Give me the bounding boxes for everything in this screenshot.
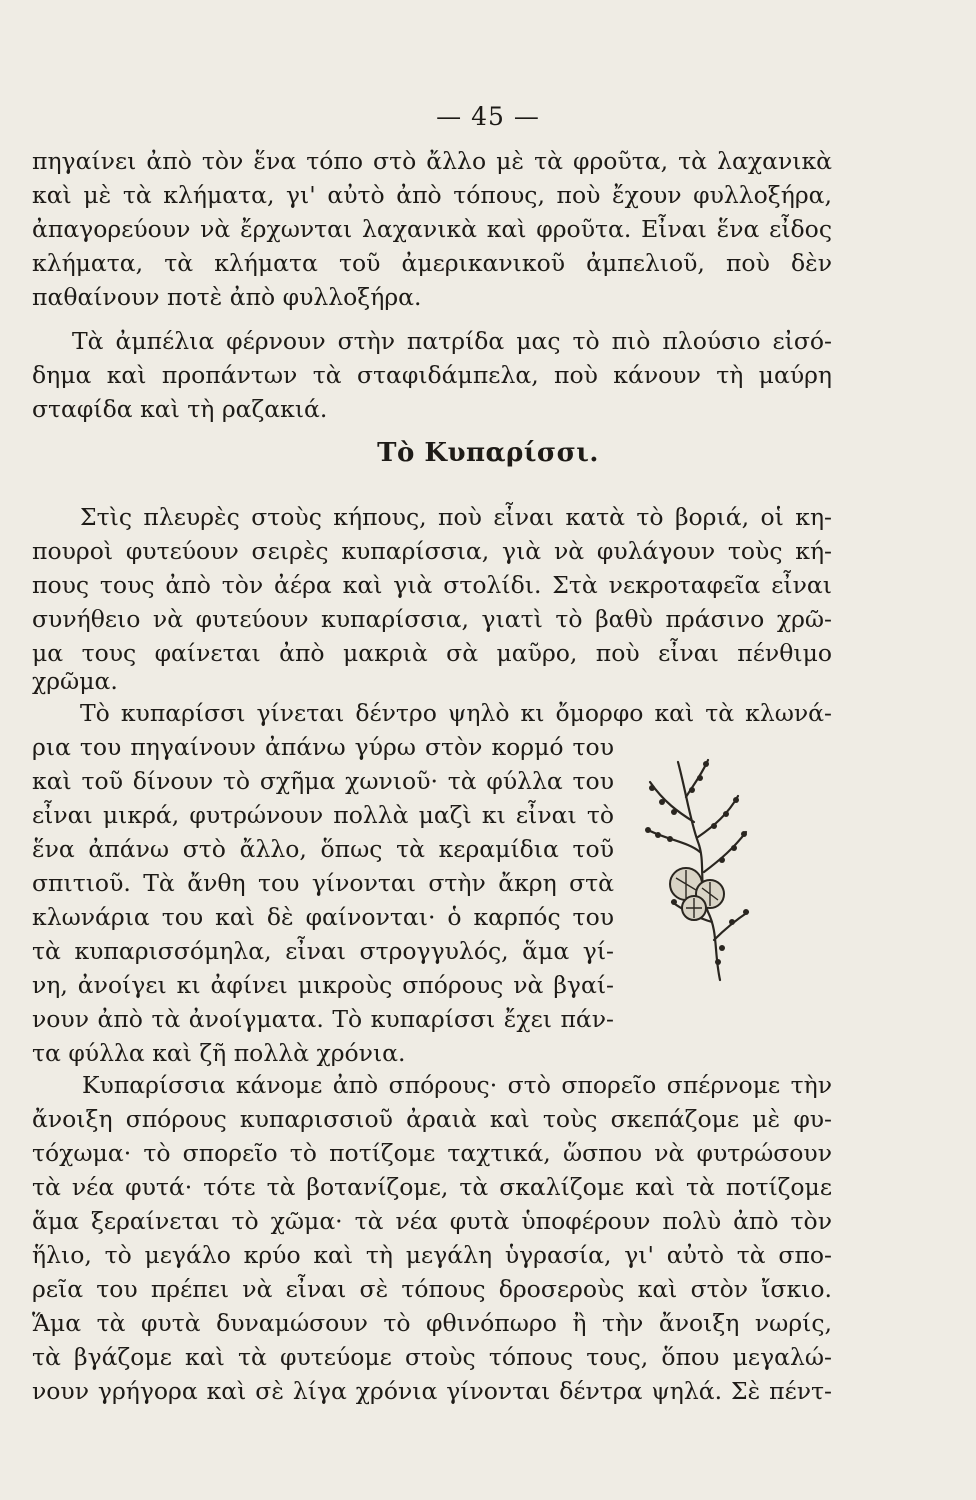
text-line: κλήματα, τὰ κλήματα τοῦ ἀμερικανικοῦ ἀμπελιοῦ, ποὺ δὲν bbox=[32, 249, 832, 277]
text-line: δημα καὶ προπάντων τὰ σταφιδάμπελα, ποὺ κάνουν τὴ μαύρη bbox=[32, 361, 832, 389]
text-line: ἄνοιξη σπόρους κυπαρισσιοῦ ἀραιὰ καὶ τοὺς σκεπάζομε μὲ φυ- bbox=[32, 1105, 832, 1133]
text-line: ἀπαγορεύουν νὰ ἔρχωνται λαχανικὰ καὶ φροῦτα. Εἶναι ἕνα εἶδος bbox=[32, 215, 832, 243]
text-line: χρῶμα. bbox=[32, 667, 118, 695]
text-line: σπιτιοῦ. Τὰ ἄνθη του γίνονται στὴν ἄκρη στὰ bbox=[32, 869, 614, 897]
page-number: — 45 — bbox=[436, 102, 540, 131]
text-line: ἥλιο, τὸ μεγάλο κρύο καὶ τὴ μεγάλη ὑγρασία, γι' αὐτὸ τὰ σπο- bbox=[32, 1241, 832, 1269]
text-line: τὰ κυπαρισσόμηλα, εἶναι στρογγυλός, ἅμα γί- bbox=[32, 937, 614, 965]
text-line: πουροὶ φυτεύουν σειρὲς κυπαρίσσια, γιὰ νὰ φυλάγουν τοὺς κή- bbox=[32, 537, 832, 565]
text-line: πηγαίνει ἀπὸ τὸν ἕνα τόπο στὸ ἄλλο μὲ τὰ φροῦτα, τὰ λαχανικὰ bbox=[32, 147, 832, 175]
text-line: Στὶς πλευρὲς στοὺς κήπους, ποὺ εἶναι κατὰ τὸ βοριά, οἱ κη- bbox=[80, 503, 832, 531]
text-line: Κυπαρίσσια κάνομε ἀπὸ σπόρους· στὸ σπορεῖο σπέρνομε τὴν bbox=[82, 1071, 832, 1099]
text-line: ρεῖα του πρέπει νὰ εἶναι σὲ τόπους δροσεροὺς καὶ στὸν ἴσκιο. bbox=[32, 1275, 832, 1303]
text-line: ἕνα ἀπάνω στὸ ἄλλο, ὅπως τὰ κεραμίδια τοῦ bbox=[32, 835, 614, 863]
text-line: νουν ἀπὸ τὰ ἀνοίγματα. Τὸ κυπαρίσσι ἔχει πάν- bbox=[32, 1005, 614, 1033]
text-line: ρια του πηγαίνουν ἀπάνω γύρω στὸν κορμό του bbox=[32, 733, 614, 761]
text-line: Τὰ ἀμπέλια φέρνουν στὴν πατρίδα μας τὸ πιὸ πλούσιο εἰσό- bbox=[72, 327, 832, 355]
text-line: σταφίδα καὶ τὴ ραζακιά. bbox=[32, 395, 328, 423]
text-line: καὶ μὲ τὰ κλήματα, γι' αὐτὸ ἀπὸ τόπους, ποὺ ἔχουν φυλλοξήρα, bbox=[32, 181, 832, 209]
text-line: πους τους ἀπὸ τὸν ἀέρα καὶ γιὰ στολίδι. Στὰ νεκροταφεῖα εἶναι bbox=[32, 571, 832, 599]
text-line: νουν γρήγορα καὶ σὲ λίγα χρόνια γίνονται δέντρα ψηλά. Σὲ πέντ- bbox=[32, 1377, 832, 1405]
text-line: τὰ βγάζομε καὶ τὰ φυτεύομε στοὺς τόπους τους, ὅπου μεγαλώ- bbox=[32, 1343, 832, 1371]
text-line: τα φύλλα καὶ ζῆ πολλὰ χρόνια. bbox=[32, 1039, 406, 1067]
text-line: νη, ἀνοίγει κι ἀφίνει μικροὺς σπόρους νὰ βγαί- bbox=[32, 971, 614, 999]
text-line: κλωνάρια του καὶ δὲ φαίνονται· ὁ καρπός του bbox=[32, 903, 614, 931]
text-line: μα τους φαίνεται ἀπὸ μακριὰ σὰ μαῦρο, ποὺ εἶναι πένθιμο bbox=[32, 639, 832, 667]
text-line: Ἅμα τὰ φυτὰ δυναμώσουν τὸ φθινόπωρο ἢ τὴν ἄνοιξη νωρίς, bbox=[32, 1309, 832, 1337]
cypress-branch-illustration bbox=[628, 752, 758, 982]
text-line: τὰ νέα φυτά· τότε τὰ βοτανίζομε, τὰ σκαλίζομε καὶ τὰ ποτίζομε bbox=[32, 1173, 832, 1201]
text-line: Τὸ κυπαρίσσι γίνεται δέντρο ψηλὸ κι ὄμορφο καὶ τὰ κλωνά- bbox=[80, 699, 832, 727]
text-line: ἅμα ξεραίνεται τὸ χῶμα· τὰ νέα φυτὰ ὑποφέρουν πολὺ ἀπὸ τὸν bbox=[32, 1207, 832, 1235]
text-line: καὶ τοῦ δίνουν τὸ σχῆμα χωνιοῦ· τὰ φύλλα του bbox=[32, 767, 614, 795]
text-line: συνήθειο νὰ φυτεύουν κυπαρίσσια, γιατὶ τὸ βαθὺ πράσινο χρῶ- bbox=[32, 605, 832, 633]
text-line: εἶναι μικρά, φυτρώνουν πολλὰ μαζὶ κι εἶναι τὸ bbox=[32, 801, 614, 829]
section-heading: Τὸ Κυπαρίσσι. bbox=[377, 438, 599, 468]
text-line: τόχωμα· τὸ σπορεῖο τὸ ποτίζομε ταχτικά, ὥσπου νὰ φυτρώσουν bbox=[32, 1139, 832, 1167]
text-line: παθαίνουν ποτὲ ἀπὸ φυλλοξήρα. bbox=[32, 283, 422, 311]
